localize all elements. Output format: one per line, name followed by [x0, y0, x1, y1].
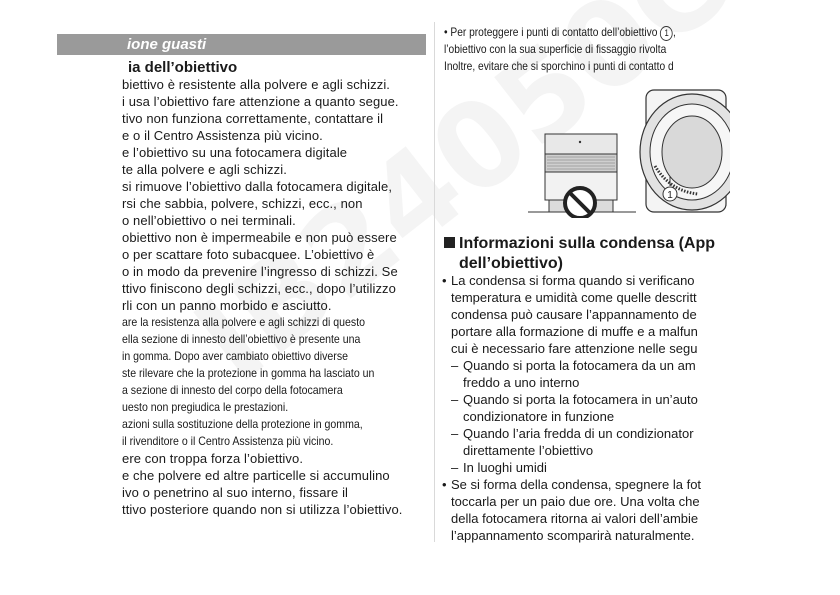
body-line: e che polvere ed altre particelle si accumulino — [122, 468, 390, 483]
body-line: Se si forma della condensa, spegnere la fot — [451, 477, 702, 492]
body-line: tivo non funziona correttamente, contattare il — [122, 111, 384, 126]
lens-mount-illustration — [520, 86, 730, 218]
list-item: Quando si porta la fotocamera in un’auto — [463, 392, 698, 407]
body-line: cui è necessario fare attenzione nelle segu — [451, 341, 698, 356]
list-item: freddo a uno interno — [463, 375, 580, 390]
note-line: in gomma. Dopo aver cambiato obiettivo diverse — [122, 349, 348, 363]
list-item: direttamente l’obiettivo — [463, 443, 594, 458]
body-line: te alla polvere e agli schizzi. — [122, 162, 287, 177]
note-line: ste rilevare che la protezione in gomma ha lasciato un — [122, 366, 375, 380]
body-line: e l’obiettivo su una fotocamera digitale — [122, 145, 348, 160]
figure-callout-number: 1 — [667, 190, 673, 201]
dash-marker: – — [451, 426, 459, 441]
note-line: uesto non pregiudica le prestazioni. — [122, 400, 289, 414]
body-line: o per scattare foto subacquee. L’obiettivo è — [122, 247, 375, 262]
body-line: ttivo posteriore quando non si utilizza l’obiettivo. — [122, 502, 403, 517]
body-line: portare alla formazione di muffe e a malfun — [451, 324, 698, 339]
dash-marker: – — [451, 358, 459, 373]
body-line: e o il Centro Assistenza più vicino. — [122, 128, 323, 143]
section-title: ione guasti — [127, 36, 207, 53]
list-item: Quando si porta la fotocamera da un am — [463, 358, 696, 373]
body-line: toccarla per un paio due ore. Una volta che — [451, 494, 700, 509]
dash-marker: – — [451, 392, 459, 407]
body-line: temperatura e umidità come quelle descritt — [451, 290, 697, 305]
contact-note-line: Inoltre, evitare che si sporchino i punti di contatto d — [444, 59, 674, 73]
heading-line: dell’obiettivo) — [459, 255, 563, 272]
bullet-marker: • — [442, 477, 447, 492]
body-line: o in modo da prevenire l’ingresso di schizzi. Se — [122, 264, 398, 279]
callout-number-icon: 1 — [660, 26, 673, 41]
note-line: a sezione di innesto del corpo della fotocamera — [122, 383, 343, 397]
body-line: La condensa si forma quando si verificano — [451, 273, 695, 288]
body-line: ttivo finiscono degli schizzi, ecc., dopo l’utilizzo — [122, 281, 396, 296]
contact-note-text: • Per proteggere i punti di contatto dell’obiettivo — [444, 25, 658, 39]
note-line: are la resistenza alla polvere e agli schizzi di questo — [122, 315, 366, 329]
body-line: si rimuove l’obiettivo dalla fotocamera digitale, — [122, 179, 393, 194]
list-item: condizionatore in funzione — [463, 409, 615, 424]
body-line: rli con un panno morbido e asciutto. — [122, 298, 332, 313]
lens-mount-icon — [640, 90, 730, 212]
condensation-heading — [444, 234, 715, 254]
contact-note-line: l’obiettivo con la sua superficie di fissaggio rivolta — [444, 42, 667, 56]
note-line: il rivenditore o il Centro Assistenza più vicino. — [122, 434, 334, 448]
body-line: condensa può causare l’appannamento de — [451, 307, 697, 322]
contact-note-line — [444, 24, 676, 41]
heading-line: Informazioni sulla condensa (App — [459, 235, 716, 252]
body-line: ivo o penetrino al suo interno, fissare il — [122, 485, 349, 500]
bullet-marker: • — [442, 273, 447, 288]
body-line: della fotocamera ritorna ai valori dell’ambie — [451, 511, 699, 526]
note-line: ella sezione di innesto dell’obiettivo è presente una — [122, 332, 361, 346]
heading-square-icon — [444, 237, 455, 248]
body-line: l’appannamento scomparirà naturalmente. — [451, 528, 695, 543]
note-line: azioni sulla sostituzione della protezione in gomma, — [122, 417, 363, 431]
dash-marker: – — [451, 460, 459, 475]
body-line: o nell’obiettivo o nei terminali. — [122, 213, 296, 228]
list-item: In luoghi umidi — [463, 460, 547, 475]
section-title-bar — [57, 34, 426, 55]
contact-note-comma: , — [672, 25, 676, 39]
body-line: i usa l’obiettivo fare attenzione a quanto segue. — [122, 94, 399, 109]
body-line: ere con troppa forza l’obiettivo. — [122, 451, 304, 466]
prohibited-icon — [565, 188, 595, 218]
body-line: obiettivo non è impermeabile e non può essere — [122, 230, 397, 245]
body-line: biettivo è resistente alla polvere e agli schizzi. — [122, 77, 391, 92]
subheading: ia dell’obiettivo — [128, 59, 238, 76]
column-divider — [434, 22, 435, 542]
body-line: rsi che sabbia, polvere, schizzi, ecc., non — [122, 196, 363, 211]
list-item: Quando l’aria fredda di un condizionator — [463, 426, 694, 441]
